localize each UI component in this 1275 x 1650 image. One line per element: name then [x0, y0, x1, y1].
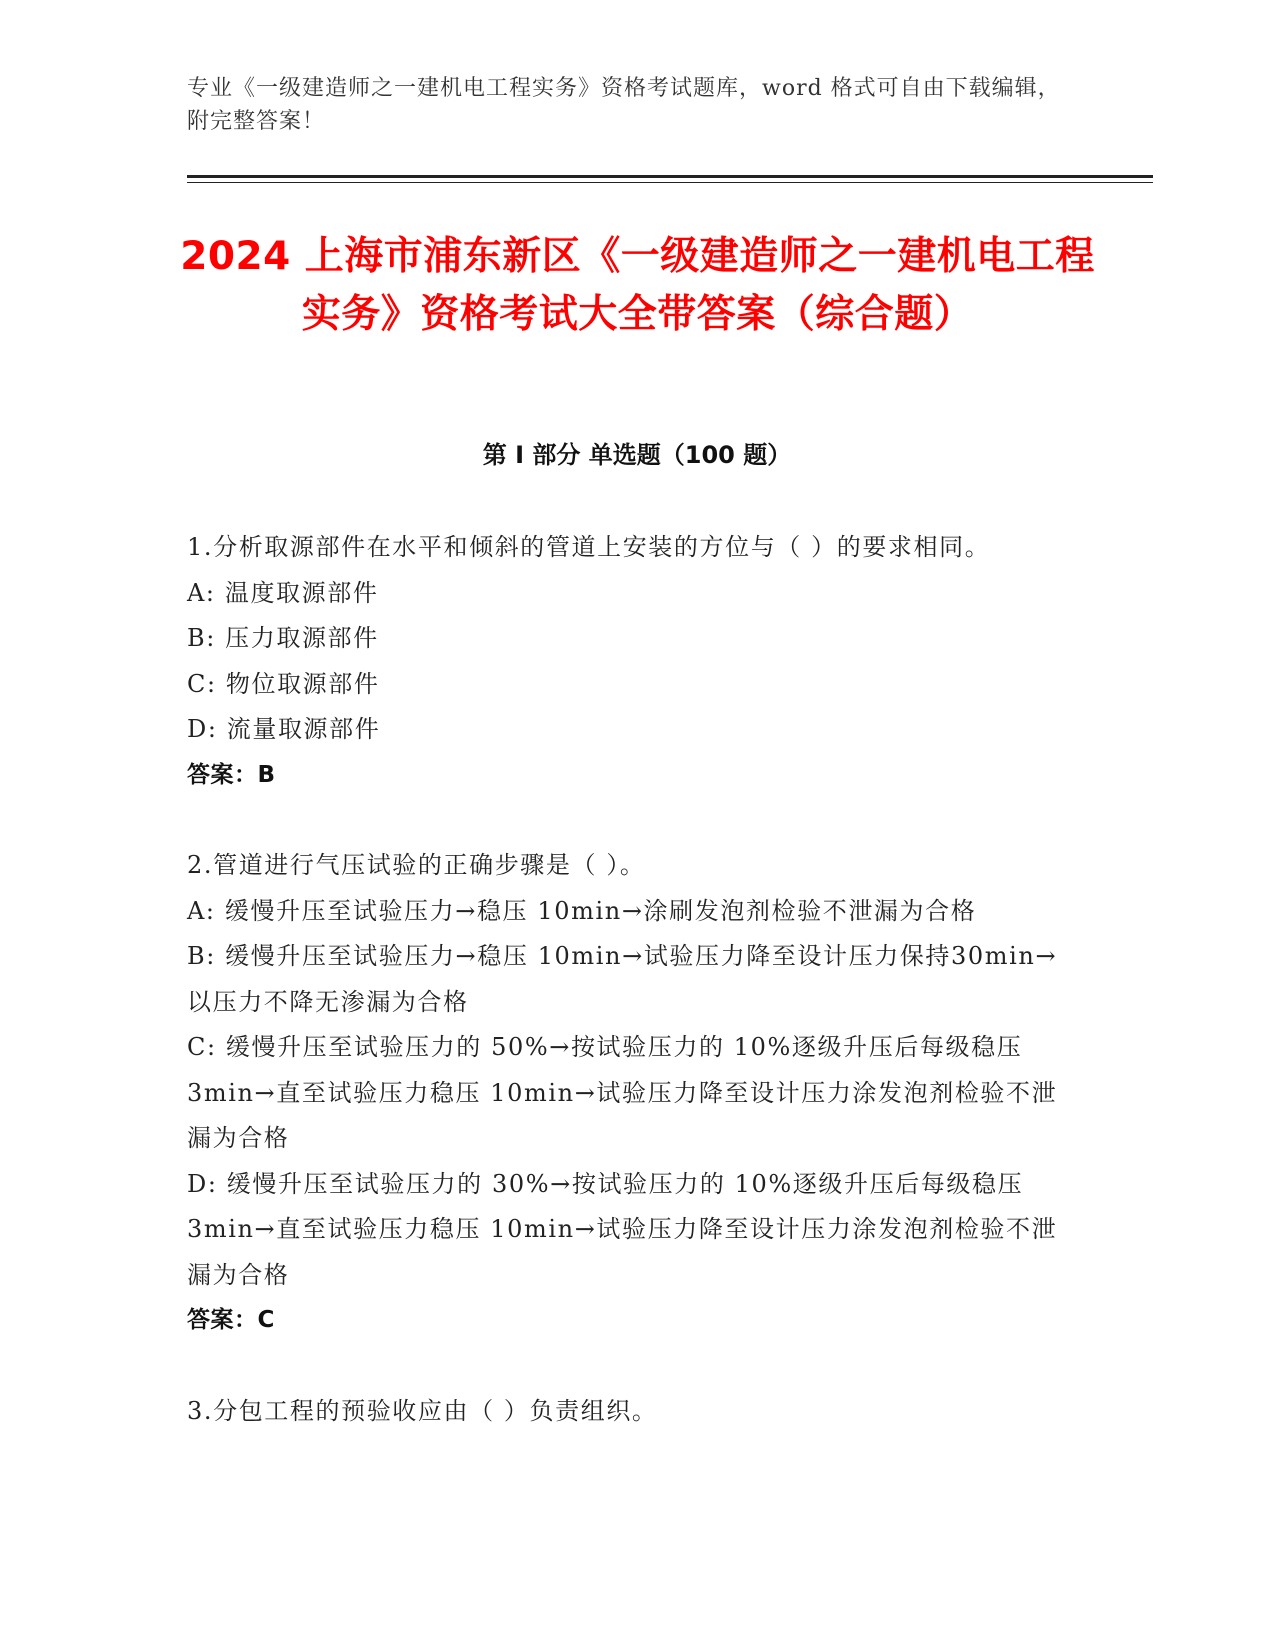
option-d: D: 流量取源部件	[187, 715, 381, 743]
question-1	[187, 525, 1067, 798]
answer: 答案：B	[187, 761, 276, 788]
question-2	[187, 843, 1067, 1344]
question-stem	[187, 1389, 1067, 1435]
option-b: B: 缓慢升压至试验压力→稳压 10min→试验压力降至设计压力保持30min→以压力不降无渗漏为合格	[187, 942, 1058, 1016]
option-a: A: 缓慢升压至试验压力→稳压 10min→涂刷发泡剂检验不泄漏为合格	[187, 896, 977, 925]
question-text: 分包工程的预验收应由（ ）负责组织。	[213, 1396, 658, 1425]
header-rule-thick	[187, 175, 1153, 178]
question-3	[187, 1389, 1067, 1435]
question-stem	[187, 525, 1067, 571]
option-c: C: 缓慢升压至试验压力的 50%→按试验压力的 10%逐级升压后每级稳压 3min→直至试验压力稳压 10min→试验压力降至设计压力涂发泡剂检验不泄漏为合格	[187, 1033, 1058, 1152]
document-title: 2024 上海市浦东新区《一级建造师之一建机电工程实务》资格考试大全带答案（综合题）	[180, 234, 1095, 337]
section-title: 第 I 部分 单选题（100 题）	[482, 441, 792, 469]
header-note: 专业《一级建造师之一建机电工程实务》资格考试题库，word 格式可自由下载编辑，附完整答案！	[187, 76, 1061, 134]
option-d: D: 缓慢升压至试验压力的 30%→按试验压力的 10%逐级升压后每级稳压 3min→直至试验压力稳压 10min→试验压力降至设计压力涂发泡剂检验不泄漏为合格	[187, 1169, 1058, 1289]
question-number: 3 .	[187, 1397, 213, 1425]
question-list	[187, 525, 1067, 1434]
option-b: B: 压力取源部件	[187, 624, 379, 652]
question-text: 管道进行气压试验的正确步骤是（ ）。	[213, 851, 646, 879]
option-c: C: 物位取源部件	[187, 669, 380, 698]
question-number: 1 .	[187, 533, 213, 561]
question-text: 分析取源部件在水平和倾斜的管道上安装的方位与（ ）的要求相同。	[213, 533, 991, 561]
answer: 答案：C	[187, 1307, 275, 1333]
header-rule-thin	[187, 182, 1153, 183]
question-stem	[187, 843, 1067, 889]
option-a: A: 温度取源部件	[187, 578, 379, 607]
question-number: 2 .	[187, 851, 213, 879]
